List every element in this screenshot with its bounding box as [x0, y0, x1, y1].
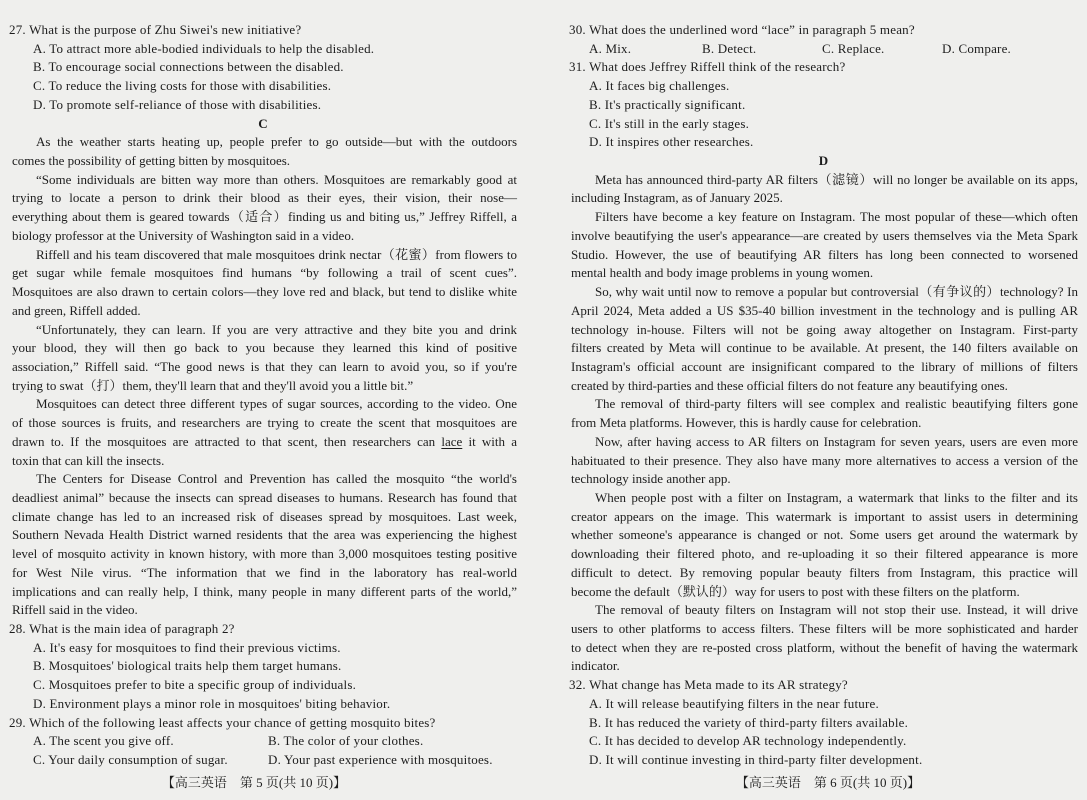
paragraph-line: filters created by Meta will continue to be available. At present, the 140 filters available on — [571, 340, 1078, 356]
question-31-option-d: D. It inspires other researches. — [589, 134, 754, 150]
question-31-option-c: C. It's still in the early stages. — [589, 115, 750, 131]
page-footer-right: 【高三英语 第 6 页(共 10 页)】 — [735, 775, 921, 790]
paragraph-line: created by third-parties and these official filters do not feature any beautifying ones. — [571, 377, 1008, 393]
question-29-options-row-1 — [9, 732, 517, 751]
paragraph-line: to detect when they are re-posted cross platform, without the benefit of having the watermark — [571, 639, 1078, 655]
paragraph-line: comes the possibility of getting bitten by mosquitoes. — [12, 153, 291, 169]
passage-c-paragraph-2 — [9, 171, 517, 246]
paragraph-line: whether someone's appearance is changed or not. Some users get around the watermark by — [571, 527, 1078, 543]
paragraph-line: climate change has led to an increased risk of diseases spread by mosquitoes. Last week, — [12, 508, 517, 524]
question-32-option-c: C. It has decided to develop AR technology independently. — [589, 733, 907, 749]
paragraph-line: Southern Nevada Health District warned residents that the area was experiencing the highest — [12, 527, 517, 543]
question-31-option-a: A. It faces big challenges. — [589, 78, 730, 94]
paragraph-line: The removal of beauty filters on Instagram will not stop their use. Instead, it will drive — [595, 602, 1078, 618]
passage-d-heading: D — [818, 153, 829, 169]
paragraph-line: Meta has announced third-party AR filters（滤镜）will no longer be available on its apps, — [595, 171, 1078, 187]
line-text-before: drawn to. If the mosquitoes are attracted to that scent, then researchers can — [12, 433, 442, 449]
question-32-option-b: B. It has reduced the variety of third-party filters available. — [589, 714, 909, 730]
paragraph-line: Filters have become a key feature on Instagram. The most popular of these—which often — [595, 209, 1078, 225]
right-page-column — [569, 21, 1078, 770]
paragraph-line: downloading their filtered photo, and re-uploading it so their filtered appearance is more — [571, 546, 1078, 562]
question-28-option-a: A. It's easy for mosquitoes to find their previous victims. — [33, 639, 341, 655]
paragraph-line: get sugar while female mosquitoes find humans “by following a trail of scent cues”. — [12, 265, 517, 281]
passage-d-paragraph-4 — [569, 395, 1078, 432]
paragraph-line: Riffell and his team discovered that male mosquitoes drink nectar（花蜜）from flowers to — [36, 246, 517, 262]
paragraph-line: technology in-house. Filters will not be going away altogether on Instagram. First-party — [571, 321, 1078, 337]
underlined-word-lace: lace — [441, 433, 463, 449]
question-28-option-c: C. Mosquitoes prefer to bite a specific group of individuals. — [33, 677, 357, 693]
question-31-option-b: B. It's practically significant. — [589, 96, 746, 112]
question-30-options-row — [569, 40, 1078, 59]
paragraph-line: technology inside another app. — [571, 471, 731, 487]
paragraph-line: Studio. However, the use of beautifying AR filters has long been connected to worsened — [571, 246, 1078, 262]
question-27-option-a: A. To attract more able-bodied individuals to help the disabled. — [33, 40, 375, 56]
passage-d-paragraph-2 — [569, 208, 1078, 283]
paragraph-line: indicator. — [571, 658, 620, 674]
question-30-option-b: B. Detect. — [702, 40, 757, 56]
paragraph-line: “Unfortunately, they can learn. If you are very attractive and they bite you and drink — [36, 321, 517, 337]
paragraph-line: mental health and body image problems in young women. — [571, 265, 874, 281]
page-footer-left: 【高三英语 第 5 页(共 10 页)】 — [161, 775, 347, 790]
question-27-stem: 27. What is the purpose of Zhu Siwei's new initiative? — [9, 22, 302, 37]
paragraph-line: The Centers for Disease Control and Prevention has called the mosquito “the world's — [36, 471, 517, 487]
passage-d-paragraph-6 — [569, 489, 1078, 601]
paragraph-line: creator appears on the image. This watermark is important to assist users in determining — [571, 508, 1078, 524]
question-29-option-c: C. Your daily consumption of sugar. — [33, 752, 228, 768]
question-32-option-d: D. It will continue investing in third-party filter development. — [589, 752, 923, 768]
question-29-option-b: B. The color of your clothes. — [268, 733, 424, 749]
passage-d-paragraph-3 — [569, 283, 1078, 395]
paragraph-line: “Some individuals are bitten way more than others. Mosquitoes are remarkably good at — [36, 171, 517, 187]
question-27-option-c: C. To reduce the living costs for those with disabilities. — [33, 78, 332, 94]
paragraph-line: from Meta platforms. However, this is hardly cause for celebration. — [571, 415, 922, 431]
question-30-option-c: C. Replace. — [822, 40, 885, 56]
paragraph-line: Now, after having access to AR filters on Instagram for seven years, users are even more — [595, 433, 1078, 449]
paragraph-line: As the weather starts heating up, people prefer to go outside—but with the outdoors — [36, 134, 517, 150]
paragraph-line: become the default（默认的）way for users to post with these filters on the platform. — [571, 583, 1020, 599]
left-page-column — [9, 21, 517, 770]
passage-c-paragraph-5 — [9, 395, 517, 470]
question-29-option-d: D. Your past experience with mosquitoes. — [268, 752, 493, 768]
question-29-stem: 29. Which of the following least affects your chance of getting mosquito bites? — [9, 714, 436, 730]
question-28-stem: 28. What is the main idea of paragraph 2? — [9, 621, 235, 636]
paragraph-line: association,” Riffell said. “The good news is that they can learn to avoid you, so if you're — [12, 358, 517, 374]
passage-c-heading: C — [258, 115, 268, 131]
paragraph-line: Mosquitoes can detect three different types of sugar sources, according to the video. One — [36, 396, 517, 412]
passage-c-paragraph-6 — [9, 470, 517, 620]
paragraph-line: habituated to their presence. They also have many more alternatives to access a version of the — [571, 452, 1078, 468]
paragraph-line: trying to locate a person to drink their blood as their eyes, their vision, their nose— — [12, 190, 517, 206]
paragraph-line — [9, 433, 517, 452]
paragraph-line: The removal of third-party filters will see complex and realistic beautifying filters gone — [595, 396, 1078, 412]
question-29-options-row-2 — [9, 751, 517, 770]
paragraph-line: When people post with a filter on Instagram, a watermark that links to the filter and its — [595, 489, 1078, 505]
question-32-option-a: A. It will release beautifying filters in the near future. — [589, 695, 879, 711]
question-27-option-b: B. To encourage social connections between the disabled. — [33, 59, 344, 75]
question-28-option-d: D. Environment plays a minor role in mosquitoes' biting behavior. — [33, 695, 391, 711]
question-30-option-d: D. Compare. — [942, 40, 1011, 56]
paragraph-line: difficult to detect. By removing popular beauty filters from Instagram, this practice will — [571, 564, 1078, 580]
paragraph-line: toxin that can kill the insects. — [12, 452, 165, 468]
passage-d-paragraph-7 — [569, 601, 1078, 676]
question-28-option-b: B. Mosquitoes' biological traits help them target humans. — [33, 658, 342, 674]
question-29-option-a: A. The scent you give off. — [33, 733, 174, 749]
paragraph-line: your blood, they will then go back to you because they learned this kind of positive — [12, 340, 517, 356]
paragraph-line: of those sources is fruits, and researchers are trying to create the scent that mosquitoes are — [12, 415, 517, 431]
passage-d-paragraph-1 — [569, 171, 1078, 208]
passage-c-paragraph-4 — [9, 321, 517, 396]
paragraph-line: and green, Riffell added. — [12, 302, 141, 318]
paragraph-line: trying to swat（打）them, they'll learn that and they'll avoid you a little bit.” — [12, 377, 414, 393]
paragraph-line: Instagram's official account are insignificant compared to the library of millions of filters — [571, 358, 1078, 374]
line-text-after: it with a — [462, 433, 518, 449]
question-30-stem: 30. What does the underlined word “lace” in paragraph 5 mean? — [569, 22, 915, 37]
paragraph-line: deadliest animal” because the insects can spread diseases to humans. Research has found that — [12, 489, 517, 505]
question-32-stem: 32. What change has Meta made to its AR strategy? — [569, 677, 848, 693]
paragraph-line: biology professor at the University of Washington said in a video. — [12, 227, 355, 243]
passage-d-paragraph-5 — [569, 433, 1078, 489]
paragraph-line: implications and can really help, I think, many people in many different parts of the world,” — [12, 583, 517, 599]
paragraph-line: April 2024, Meta added a US $35-40 billion investment in the technology and is pulling AR — [571, 302, 1078, 318]
paragraph-line: So, why wait until now to remove a popular but controversial（有争议的）technology? In — [595, 284, 1078, 300]
question-31-stem: 31. What does Jeffrey Riffell think of the research? — [569, 59, 846, 75]
paragraph-line: Riffell said in the video. — [12, 602, 138, 618]
paragraph-line: for West Nile virus. “The information that we find in the laboratory has real-world — [12, 564, 517, 580]
passage-c-paragraph-1 — [9, 133, 517, 170]
paragraph-line: including Instagram, as of January 2025. — [571, 190, 783, 206]
question-27-option-d: D. To promote self-reliance of those with disabilities. — [33, 96, 322, 112]
paragraph-line: level of mosquito activity in known history, with more than 3,000 mosquitoes testing positive — [12, 546, 517, 562]
question-30-option-a: A. Mix. — [589, 40, 632, 56]
paragraph-line: involve beautifying the user's appearance—are created by users themselves via the Meta Spark — [571, 227, 1078, 243]
paragraph-line: Mosquitoes are also drawn to certain colors—they love red and black, but tend to dislike white — [12, 284, 517, 300]
paragraph-line: users to other platforms to access filters. These filters will be more sophisticated and harder — [571, 621, 1078, 636]
passage-c-paragraph-3 — [9, 246, 517, 321]
paragraph-line: everything about them is geared towards（适合）finding us and biting us,” Jeffrey Riffell, a — [12, 209, 517, 225]
